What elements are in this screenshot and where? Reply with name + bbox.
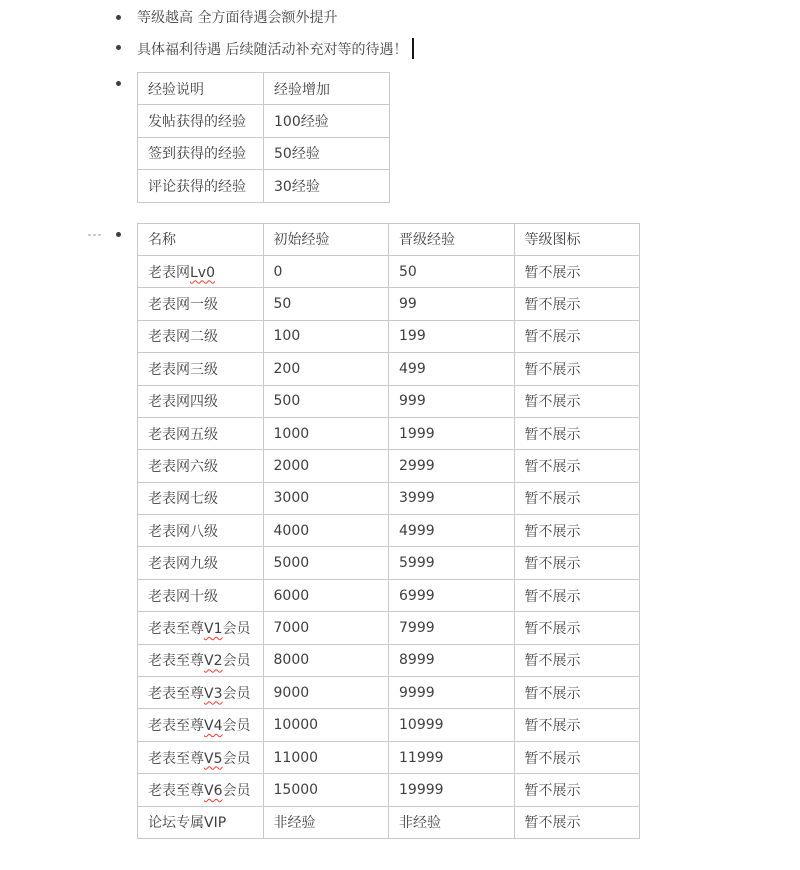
table-row xyxy=(138,482,640,514)
table-cell[interactable] xyxy=(138,353,264,385)
paragraph-text: 等级越高 全方面待遇会额外提升 xyxy=(137,10,338,26)
paragraph-text: 具体福利待遇 后续随活动补充对等的待遇！ xyxy=(137,42,408,58)
table-row xyxy=(138,385,640,417)
table-cell[interactable]: 10000 xyxy=(263,709,389,741)
table-cell[interactable]: 6000 xyxy=(263,579,389,611)
misspelled-text: V5 xyxy=(204,750,223,767)
misspelled-text: Lv0 xyxy=(190,264,215,281)
table-cell[interactable]: 99 xyxy=(389,288,515,320)
exp-table-block xyxy=(137,72,800,203)
column-header[interactable]: 经验说明 xyxy=(138,73,264,105)
table-cell[interactable]: 5000 xyxy=(263,547,389,579)
column-header[interactable]: 初始经验 xyxy=(263,223,389,255)
cell-text: 老表网八级 xyxy=(148,523,218,540)
table-cell[interactable]: 非经验 xyxy=(389,806,515,838)
exp-table-body xyxy=(138,105,390,202)
level-table xyxy=(137,223,640,839)
table-cell[interactable]: 暂不展示 xyxy=(514,385,640,417)
table-cell[interactable]: 非经验 xyxy=(263,806,389,838)
cell-text: 老表至尊 xyxy=(148,620,204,637)
table-cell[interactable]: 发帖获得的经验 xyxy=(138,105,264,137)
table-cell[interactable]: 499 xyxy=(389,353,515,385)
table-cell[interactable]: 100经验 xyxy=(264,105,390,137)
bullet-icon xyxy=(116,81,121,86)
table-cell[interactable]: 30经验 xyxy=(264,170,390,202)
table-cell[interactable]: 9999 xyxy=(389,677,515,709)
table-row xyxy=(138,353,640,385)
text-caret xyxy=(412,38,414,59)
table-cell[interactable]: 签到获得的经验 xyxy=(138,137,264,169)
table-cell[interactable] xyxy=(138,612,264,644)
table-cell[interactable]: 10999 xyxy=(389,709,515,741)
table-row xyxy=(138,709,640,741)
table-cell[interactable] xyxy=(138,515,264,547)
table-cell[interactable]: 5999 xyxy=(389,547,515,579)
cell-text: 会员 xyxy=(222,750,251,767)
cell-text: 老表网二级 xyxy=(148,329,218,346)
table-cell[interactable]: 暂不展示 xyxy=(514,579,640,611)
table-cell[interactable]: 8999 xyxy=(389,644,515,676)
table-cell[interactable]: 暂不展示 xyxy=(514,677,640,709)
cell-text: 论坛专属VIP xyxy=(148,815,227,832)
table-cell[interactable]: 8000 xyxy=(263,644,389,676)
cell-text: 会员 xyxy=(222,620,251,637)
table-cell[interactable]: 暂不展示 xyxy=(514,320,640,352)
table-cell[interactable] xyxy=(138,482,264,514)
bullet-icon xyxy=(116,45,121,50)
drag-handle-icon[interactable] xyxy=(88,234,101,237)
column-header[interactable]: 等级图标 xyxy=(514,223,640,255)
table-cell[interactable]: 暂不展示 xyxy=(514,774,640,806)
table-row xyxy=(138,774,640,806)
cell-text: 老表网六级 xyxy=(148,458,218,475)
table-row xyxy=(138,137,390,169)
table-row xyxy=(138,288,640,320)
table-cell[interactable] xyxy=(138,677,264,709)
table-cell[interactable]: 11000 xyxy=(263,741,389,773)
table-row xyxy=(138,170,390,202)
table-header-row xyxy=(138,73,390,105)
bullet-icon xyxy=(116,15,121,20)
table-cell[interactable]: 4999 xyxy=(389,515,515,547)
table-row xyxy=(138,515,640,547)
cell-text: 老表网五级 xyxy=(148,426,218,443)
table-cell[interactable] xyxy=(138,450,264,482)
cell-text: 老表至尊 xyxy=(148,718,204,735)
cell-text: 老表至尊 xyxy=(148,685,204,702)
table-cell[interactable]: 暂不展示 xyxy=(514,644,640,676)
table-cell[interactable] xyxy=(138,741,264,773)
cell-text: 老表网 xyxy=(148,264,190,281)
table-cell[interactable]: 999 xyxy=(389,385,515,417)
table-header-row xyxy=(138,223,640,255)
table-cell[interactable] xyxy=(138,417,264,449)
cell-text: 老表网十级 xyxy=(148,588,218,605)
misspelled-text: V2 xyxy=(204,653,223,670)
table-row xyxy=(138,644,640,676)
table-cell[interactable] xyxy=(138,709,264,741)
table-cell[interactable]: 暂不展示 xyxy=(514,482,640,514)
table-row xyxy=(138,612,640,644)
table-cell[interactable]: 7000 xyxy=(263,612,389,644)
table-cell[interactable]: 50经验 xyxy=(264,137,390,169)
table-cell[interactable]: 50 xyxy=(263,288,389,320)
table-cell[interactable]: 1000 xyxy=(263,417,389,449)
table-cell[interactable] xyxy=(138,255,264,287)
table-cell[interactable]: 暂不展示 xyxy=(514,806,640,838)
column-header[interactable]: 经验增加 xyxy=(264,73,390,105)
table-cell[interactable]: 11999 xyxy=(389,741,515,773)
bullet-item-benefit[interactable] xyxy=(137,8,800,28)
exp-table xyxy=(137,72,390,203)
table-cell[interactable]: 0 xyxy=(263,255,389,287)
table-cell[interactable]: 9000 xyxy=(263,677,389,709)
table-row xyxy=(138,105,390,137)
table-cell[interactable]: 2000 xyxy=(263,450,389,482)
table-row xyxy=(138,320,640,352)
column-header[interactable]: 名称 xyxy=(138,223,264,255)
bullet-item-welfare[interactable] xyxy=(137,38,800,58)
table-cell[interactable] xyxy=(138,385,264,417)
cell-text: 老表网三级 xyxy=(148,361,218,378)
cell-text: 会员 xyxy=(222,782,251,799)
table-cell[interactable]: 暂不展示 xyxy=(514,450,640,482)
table-cell[interactable] xyxy=(138,579,264,611)
cell-text: 老表网九级 xyxy=(148,556,218,573)
table-cell[interactable] xyxy=(138,320,264,352)
table-row xyxy=(138,450,640,482)
table-cell[interactable]: 评论获得的经验 xyxy=(138,170,264,202)
table-cell[interactable]: 6999 xyxy=(389,579,515,611)
cell-text: 会员 xyxy=(222,653,251,670)
cell-text: 老表至尊 xyxy=(148,750,204,767)
table-cell[interactable]: 15000 xyxy=(263,774,389,806)
misspelled-text: V6 xyxy=(204,782,223,799)
column-header[interactable]: 晋级经验 xyxy=(389,223,515,255)
table-cell[interactable]: 暂不展示 xyxy=(514,255,640,287)
table-cell[interactable] xyxy=(138,288,264,320)
cell-text: 老表至尊 xyxy=(148,782,204,799)
table-row xyxy=(138,741,640,773)
misspelled-text: V4 xyxy=(204,718,223,735)
table-cell[interactable]: 暂不展示 xyxy=(514,709,640,741)
cell-text: 会员 xyxy=(222,718,251,735)
table-row xyxy=(138,579,640,611)
table-cell[interactable]: 4000 xyxy=(263,515,389,547)
table-cell[interactable] xyxy=(138,774,264,806)
table-row xyxy=(138,417,640,449)
bullet-icon xyxy=(116,232,121,237)
table-cell[interactable]: 19999 xyxy=(389,774,515,806)
cell-text: 老表网四级 xyxy=(148,394,218,411)
table-cell[interactable]: 7999 xyxy=(389,612,515,644)
cell-text: 老表至尊 xyxy=(148,653,204,670)
table-cell[interactable]: 100 xyxy=(263,320,389,352)
table-cell[interactable]: 2999 xyxy=(389,450,515,482)
table-row xyxy=(138,677,640,709)
table-cell[interactable]: 50 xyxy=(389,255,515,287)
table-row xyxy=(138,547,640,579)
table-cell[interactable]: 1999 xyxy=(389,417,515,449)
table-cell[interactable]: 暂不展示 xyxy=(514,288,640,320)
cell-text: 老表网一级 xyxy=(148,297,218,314)
cell-text: 会员 xyxy=(222,685,251,702)
table-cell[interactable]: 暂不展示 xyxy=(514,417,640,449)
table-cell[interactable]: 199 xyxy=(389,320,515,352)
table-cell[interactable]: 500 xyxy=(263,385,389,417)
table-cell[interactable]: 暂不展示 xyxy=(514,353,640,385)
table-cell[interactable]: 暂不展示 xyxy=(514,612,640,644)
table-cell[interactable]: 3999 xyxy=(389,482,515,514)
misspelled-text: V3 xyxy=(204,685,223,702)
level-table-block xyxy=(137,223,800,839)
cell-text: 老表网七级 xyxy=(148,491,218,508)
table-row xyxy=(138,255,640,287)
table-cell[interactable] xyxy=(138,806,264,838)
misspelled-text: V1 xyxy=(204,620,223,637)
table-cell[interactable]: 暂不展示 xyxy=(514,741,640,773)
table-cell[interactable]: 200 xyxy=(263,353,389,385)
level-table-body xyxy=(138,255,640,838)
table-cell[interactable]: 暂不展示 xyxy=(514,547,640,579)
table-cell[interactable]: 3000 xyxy=(263,482,389,514)
table-cell[interactable] xyxy=(138,547,264,579)
table-cell[interactable]: 暂不展示 xyxy=(514,515,640,547)
table-cell[interactable] xyxy=(138,644,264,676)
table-row xyxy=(138,806,640,838)
